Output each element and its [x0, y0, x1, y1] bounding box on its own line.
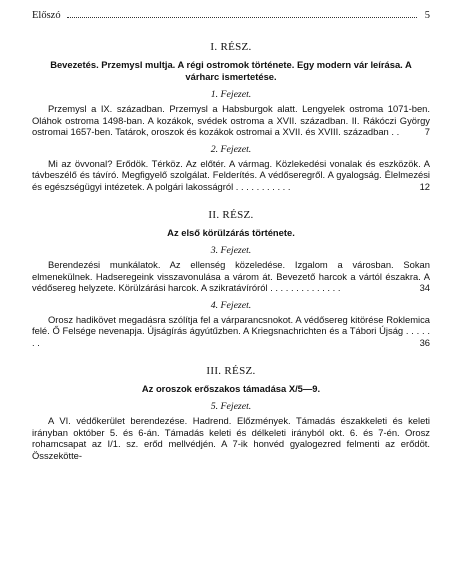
- chapter-page: 36: [419, 337, 430, 349]
- chapter-title: 5. Fejezet.: [210, 401, 252, 413]
- chapter-text: Berendezési munkálatok. Az ellenség közeledése. Izgalom a városban. Sokan elmenekülnek. Hadseregeink visszavonulása a várom át. Bevezető harcok a vártól északra. A védősereg helyzete. Körülzárási harcok. A szikratávíróról . . . . . . . . . . . . . .: [32, 259, 430, 294]
- chapter-text: A VI. védőkerület berendezése. Hadrend. Előzmények. Támadás északkeleti és keleti irányban október 5. és 6-án. Támadás keleti és délkeleti irányból okt. 6. és 7-én. Orosz rohamcsapat az I/1. sz. erőd mellvédjén. A 7-ik honvéd gyalogezred felmenti az erődöt. Összekötte-: [32, 415, 430, 461]
- chapter-title: 3. Fejezet.: [210, 245, 252, 257]
- chapter-summary: [32, 415, 430, 461]
- chapter-summary: [32, 314, 430, 349]
- chapter-page: 34: [419, 282, 430, 294]
- chapter-title: 1. Fejezet.: [210, 89, 252, 100]
- chapter-summary: [32, 103, 430, 138]
- chapter-text: Przemysl a IX. században. Przemysl a Habsburgok alatt. Lengyelek ostroma 1071-ben. Oláhok ostroma 1498-ban. A kozákok, svédek ostroma a XVII. században. II. Rákóczi György ostromai 1657-ben. Tatárok, oroszok és kozákok ostromai a XVII. és XVIII. században . .: [32, 103, 430, 138]
- header-label: Előszó: [32, 10, 61, 21]
- chapter-summary: [32, 259, 430, 294]
- part-subtitle: Az oroszok erőszakos támadása X/5—9.: [141, 382, 321, 394]
- leader-dots: [67, 17, 417, 18]
- chapter-page: 7: [424, 126, 430, 138]
- chapter-text: Mi az övvonal? Erődök. Térköz. Az előtér. A vármag. Közlekedési vonalak és eszközök. A távbeszélő és távíró. Megfigyelő szolgálat. Felderítés. A védőseregről. A gyalogság. Élelmezési és egészségügyi intézetek. A polgári lakosságról . . . . . . . . . . .: [32, 157, 430, 192]
- chapter-title: 4. Fejezet.: [210, 299, 252, 311]
- part-title: III. RÉSZ.: [206, 364, 256, 377]
- part-title: II. RÉSZ.: [208, 208, 254, 221]
- chapter-title: 2. Fejezet.: [210, 143, 252, 155]
- chapter-summary: [32, 158, 430, 193]
- part-subtitle: Bevezetés. Przemysl multja. A régi ostromok története. Egy modern vár leírása. A várharc ismertetése.: [50, 59, 412, 82]
- chapter-page: 12: [419, 180, 430, 192]
- toc-header: [32, 10, 430, 21]
- chapter-text: Orosz hadikövet megadásra szólítja fel a várparancsnokot. A védősereg kitörése Roklemica felé. Ő Felsége nevenapja. Újságírás ágyútűzben. A Kriegsnachrichten és a Tábori Újság . . . . . . .: [32, 313, 430, 349]
- part-subtitle: Az első körülzárás története.: [167, 226, 295, 238]
- header-page: 5: [424, 10, 430, 21]
- part-title: I. RÉSZ.: [210, 41, 252, 53]
